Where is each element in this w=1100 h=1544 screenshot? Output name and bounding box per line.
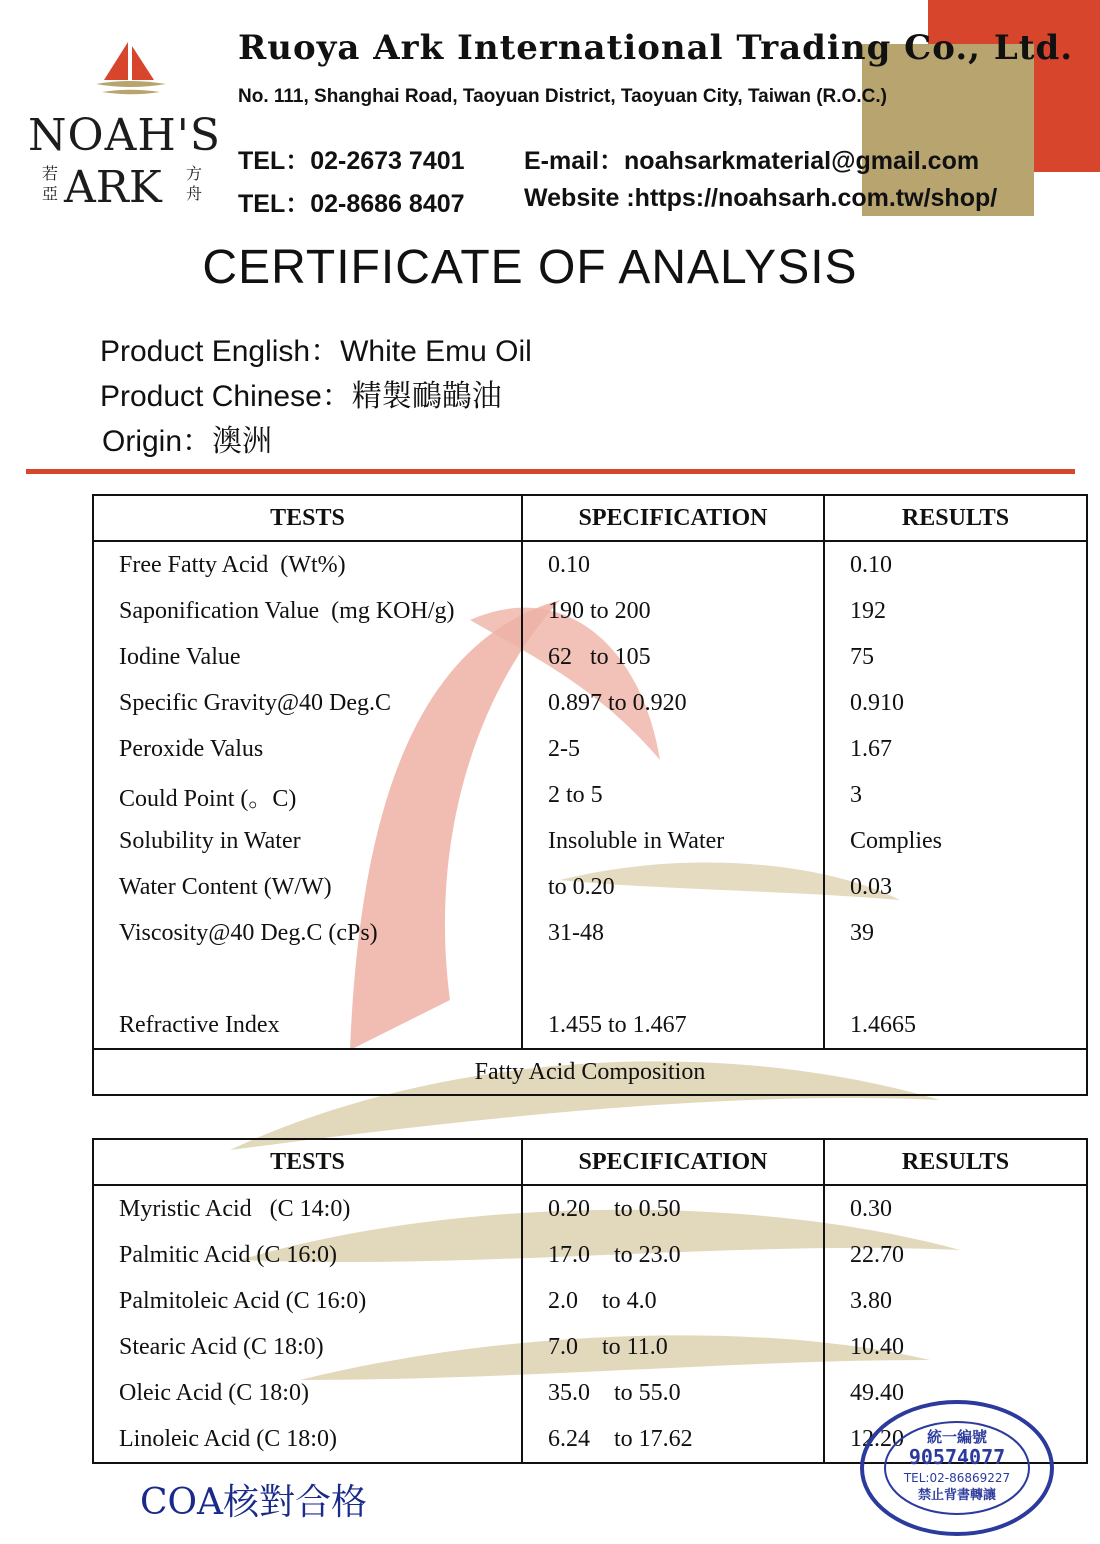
company-seal-stamp xyxy=(858,1398,1056,1538)
test-name-cell: Myristic Acid (C 14:0) xyxy=(93,1185,522,1232)
company-name: Ruoya Ark International Trading Co., Ltd. xyxy=(238,28,1074,68)
table-row xyxy=(93,588,1087,634)
stamp-line-4: 禁止背書轉讓 xyxy=(917,1488,997,1503)
column-header-specification: SPECIFICATION xyxy=(522,495,824,541)
test-name-cell: Palmitic Acid (C 16:0) xyxy=(93,1232,522,1278)
result-cell: 10.40 xyxy=(824,1324,1087,1370)
table-row xyxy=(93,772,1087,818)
table-row xyxy=(93,541,1087,588)
result-cell: 0.30 xyxy=(824,1185,1087,1232)
specification-cell: 190 to 200 xyxy=(522,588,824,634)
test-name-cell: Linoleic Acid (C 18:0) xyxy=(93,1416,522,1463)
test-name-cell xyxy=(93,956,522,1002)
result-cell: 3 xyxy=(824,772,1087,818)
result-cell: 1.67 xyxy=(824,726,1087,772)
specification-cell: 0.10 xyxy=(522,541,824,588)
column-header-tests: TESTS xyxy=(93,495,522,541)
test-name-cell: Iodine Value xyxy=(93,634,522,680)
logo-chinese-left: 若亞 xyxy=(42,164,59,203)
table-row xyxy=(93,1185,1087,1232)
result-cell: 22.70 xyxy=(824,1232,1087,1278)
result-cell: 0.03 xyxy=(824,864,1087,910)
specification-cell: 17.0 to 23.0 xyxy=(522,1232,824,1278)
table-row xyxy=(93,956,1087,1002)
result-cell: 3.80 xyxy=(824,1278,1087,1324)
specification-cell: 62 to 105 xyxy=(522,634,824,680)
specification-cell: 6.24 to 17.62 xyxy=(522,1416,824,1463)
analysis-table-body xyxy=(93,541,1087,1049)
table-row xyxy=(93,864,1087,910)
column-header-tests: TESTS xyxy=(93,1139,522,1185)
table-row xyxy=(93,726,1087,772)
document-title: CERTIFICATE OF ANALYSIS xyxy=(202,241,858,294)
test-name-cell: Specific Gravity@40 Deg.C xyxy=(93,680,522,726)
specification-cell: 0.897 to 0.920 xyxy=(522,680,824,726)
table-row xyxy=(93,1278,1087,1324)
result-cell: 49.40 xyxy=(824,1370,1087,1416)
email-link[interactable]: E-mail：noahsarkmaterial@gmail.com xyxy=(524,147,980,175)
specification-cell: to 0.20 xyxy=(522,864,824,910)
stamp-line-2: 90574077 xyxy=(908,1445,1006,1469)
stamp-line-3: TEL:02-86869227 xyxy=(903,1471,1011,1485)
specification-cell: 0.20 to 0.50 xyxy=(522,1185,824,1232)
product-origin: Origin：澳洲 xyxy=(102,425,273,458)
specification-cell: Insoluble in Water xyxy=(522,818,824,864)
table-row xyxy=(93,910,1087,956)
test-name-cell: Oleic Acid (C 18:0) xyxy=(93,1370,522,1416)
website-link[interactable]: Website :https://noahsarh.com.tw/shop/ xyxy=(524,184,998,212)
coa-verified-note: COA核對合格 xyxy=(140,1482,368,1523)
telephone-2: TEL：02-8686 8407 xyxy=(238,190,465,218)
table-row xyxy=(93,634,1087,680)
specification-cell: 2-5 xyxy=(522,726,824,772)
fatty-acid-caption: Fatty Acid Composition xyxy=(93,1049,1087,1095)
specification-cell: 2 to 5 xyxy=(522,772,824,818)
specification-cell: 1.455 to 1.467 xyxy=(522,1002,824,1049)
logo-wordmark-line2: ARK xyxy=(64,162,162,213)
company-address: No. 111, Shanghai Road, Taoyuan District, Taoyuan City, Taiwan (R.O.C.) xyxy=(238,86,887,107)
test-name-cell: Could Point (。C) xyxy=(93,772,522,818)
logo-chinese-right: 方舟 xyxy=(186,164,203,203)
logo-wordmark-line1: NOAH'S xyxy=(28,110,221,161)
column-header-results: RESULTS xyxy=(824,1139,1087,1185)
telephone-1: TEL：02-2673 7401 xyxy=(238,147,465,175)
column-header-specification: SPECIFICATION xyxy=(522,1139,824,1185)
result-cell: 0.910 xyxy=(824,680,1087,726)
specification-cell xyxy=(522,956,824,1002)
result-cell: 192 xyxy=(824,588,1087,634)
result-cell: 0.10 xyxy=(824,541,1087,588)
table-row xyxy=(93,1002,1087,1049)
section-divider xyxy=(26,469,1075,474)
company-logo xyxy=(28,40,223,215)
test-name-cell: Peroxide Valus xyxy=(93,726,522,772)
result-cell xyxy=(824,956,1087,1002)
result-cell: 39 xyxy=(824,910,1087,956)
specification-cell: 7.0 to 11.0 xyxy=(522,1324,824,1370)
table-row xyxy=(93,1324,1087,1370)
test-name-cell: Free Fatty Acid (Wt%) xyxy=(93,541,522,588)
test-name-cell: Water Content (W/W) xyxy=(93,864,522,910)
test-name-cell: Stearic Acid (C 18:0) xyxy=(93,1324,522,1370)
test-name-cell: Solubility in Water xyxy=(93,818,522,864)
analysis-table xyxy=(92,494,1088,1096)
result-cell: 1.4665 xyxy=(824,1002,1087,1049)
sailing-ship-icon xyxy=(90,40,170,100)
column-header-results: RESULTS xyxy=(824,495,1087,541)
product-chinese: Product Chinese：精製鴯鶓油 xyxy=(100,380,502,413)
specification-cell: 35.0 to 55.0 xyxy=(522,1370,824,1416)
product-english: Product English：White Emu Oil xyxy=(100,335,532,368)
test-name-cell: Saponification Value (mg KOH/g) xyxy=(93,588,522,634)
stamp-line-1: 統一編號 xyxy=(926,1428,988,1446)
specification-cell: 31-48 xyxy=(522,910,824,956)
result-cell: Complies xyxy=(824,818,1087,864)
test-name-cell: Palmitoleic Acid (C 16:0) xyxy=(93,1278,522,1324)
result-cell: 12.20 xyxy=(824,1416,1087,1463)
table-row xyxy=(93,680,1087,726)
table-row xyxy=(93,818,1087,864)
specification-cell: 2.0 to 4.0 xyxy=(522,1278,824,1324)
result-cell: 75 xyxy=(824,634,1087,680)
table-row xyxy=(93,1232,1087,1278)
test-name-cell: Viscosity@40 Deg.C (cPs) xyxy=(93,910,522,956)
test-name-cell: Refractive Index xyxy=(93,1002,522,1049)
